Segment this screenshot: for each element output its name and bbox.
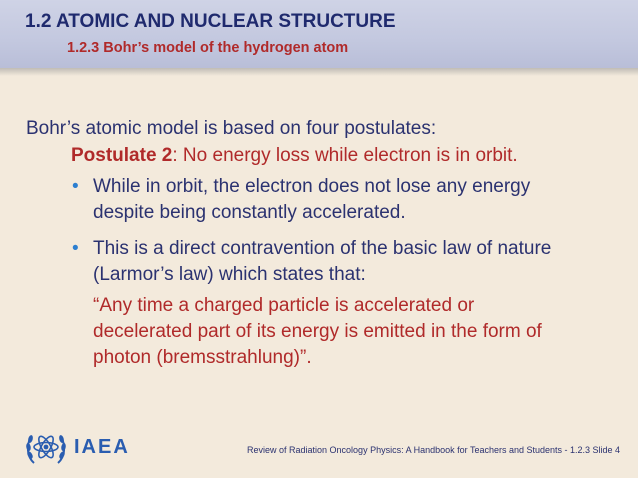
intro-text: Bohr’s atomic model is based on four postulates: <box>26 118 437 139</box>
footer-reference: Review of Radiation Oncology Physics: A Handbook for Teachers and Students - 1.2.3 Slide 4 <box>247 445 621 455</box>
quote-line: “Any time a charged particle is accelerated or <box>93 295 475 316</box>
bullet-text <box>93 174 530 226</box>
slide-subtitle: 1.2.3 Bohr’s model of the hydrogen atom <box>67 40 349 56</box>
bullet-line: This is a direct contravention of the basic law of nature <box>93 238 552 259</box>
quote-line: decelerated part of its energy is emitted in the form of <box>93 321 542 342</box>
bullet-dot-icon: • <box>72 238 79 259</box>
postulate-line <box>71 145 518 167</box>
iaea-emblem-icon <box>24 425 68 469</box>
larmor-quote <box>93 293 542 371</box>
slide-title: 1.2 ATOMIC AND NUCLEAR STRUCTURE <box>25 11 396 32</box>
bullet-line: While in orbit, the electron does not lose any energy <box>93 176 531 197</box>
bullet-dot-icon: • <box>72 176 79 197</box>
iaea-wordmark: IAEA <box>74 436 130 458</box>
postulate-label: Postulate 2 <box>71 145 173 166</box>
bullet-text <box>93 236 551 288</box>
header-shadow <box>0 68 638 76</box>
bullet-line: despite being constantly accelerated. <box>93 202 406 223</box>
postulate-text: : No energy loss while electron is in orbit. <box>172 145 518 166</box>
quote-line: photon (bremsstrahlung)”. <box>93 347 312 368</box>
bullet-line: (Larmor’s law) which states that: <box>93 264 366 285</box>
